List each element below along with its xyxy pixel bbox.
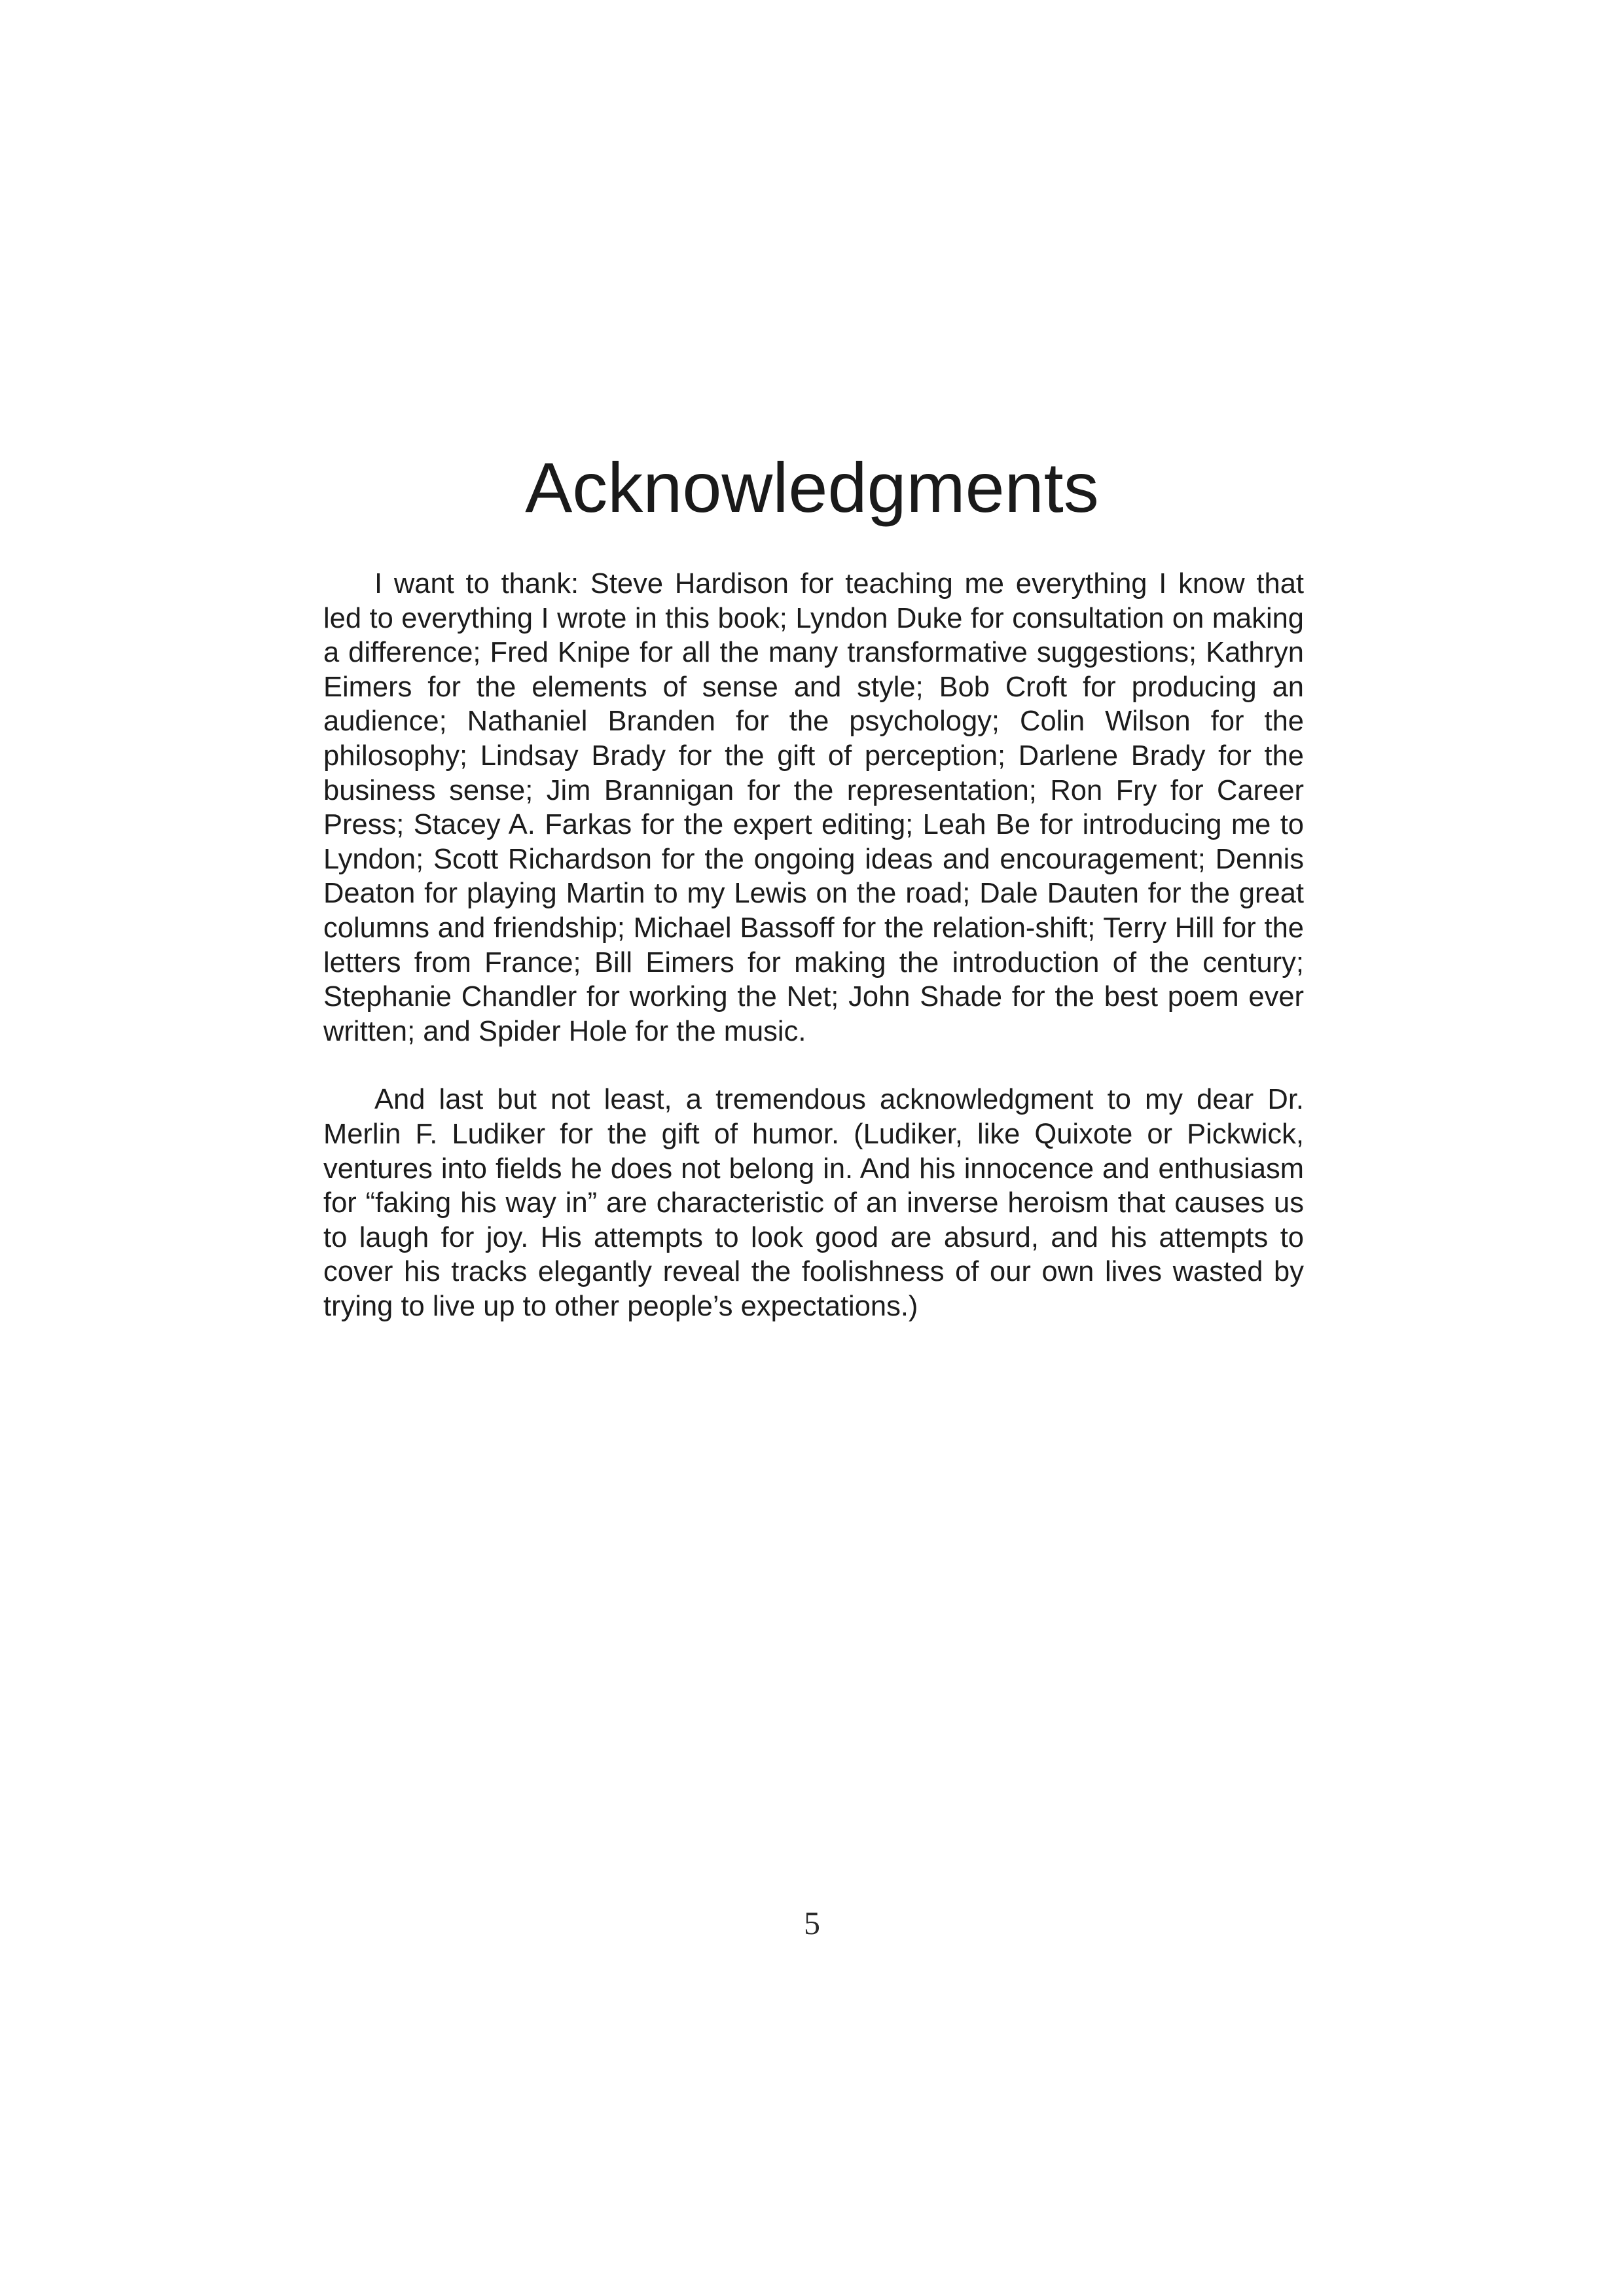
page-number: 5 (804, 1905, 820, 1941)
body-text (323, 567, 1304, 1323)
page-title: Acknowledgments (525, 448, 1099, 527)
paragraph-thanks: I want to thank: Steve Hardison for teaching me everything I know that led to everything I wrote in this book; Lyndon Duke for consultation on making a difference; Fred Knipe for all the many transformative suggestions; Kathryn Eimers for the elements of sense and style; Bob Croft for producing an audience; Nathaniel Branden for the psychology; Colin Wilson for the philosophy; Lindsay Brady for the gift of perception; Darlene Brady for the business sense; Jim Brannigan for the representation; Ron Fry for Career Press; Stacey A. Farkas for the expert editing; Leah Be for introducing me to Lyndon; Scott Richardson for the ongoing ideas and encouragement; Dennis Deaton for playing Martin to my Lewis on the road; Dale Dauten for the great columns and friendship; Michael Bassoff for the relation-shift; Terry Hill for the letters from France; Bill Eimers for making the introduction of the century; Stephanie Chandler for working the Net; John Shade for the best poem ever written; and Spider Hole for the music. (323, 568, 1304, 1047)
paragraph-last-but-not-least: And last but not least, a tremendous acknowledgment to my dear Dr. Merlin F. Ludiker for the gift of humor. (Ludiker, like Quixote or Pickwick, ventures into fields he does not belong in. And his innocence and enthusiasm for “faking his way in” are characteristic of an inverse heroism that causes us to laugh for joy. His attempts to look good are absurd, and his attempts to cover his tracks elegantly reveal the foolishness of our own lives wasted by trying to live up to other people’s expectations.) (323, 1084, 1304, 1322)
